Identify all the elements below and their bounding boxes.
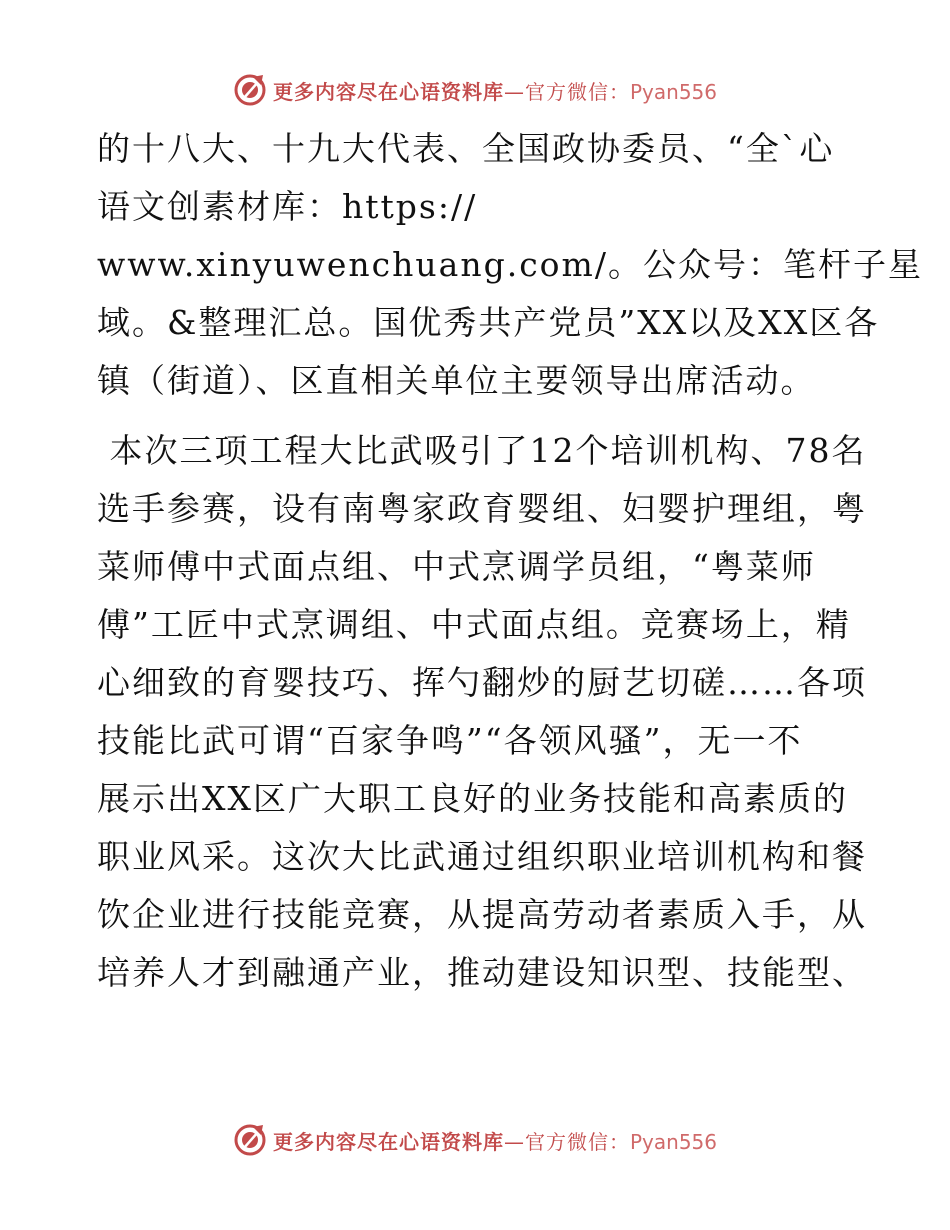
pen-seal-logo-icon	[233, 73, 267, 107]
page-body	[97, 120, 923, 1002]
footer-banner-sub: 官方微信：	[524, 1129, 630, 1154]
footer-banner-text	[273, 1126, 717, 1155]
paragraph-line: 心细致的育婴技巧、挥勺翻炒的厨艺切磋……各项	[97, 663, 867, 702]
paragraph-2	[97, 422, 867, 1002]
paragraph-1	[97, 120, 923, 410]
header-banner	[0, 70, 950, 110]
footer-banner-main: 更多内容尽在心语资料库	[272, 1129, 504, 1154]
paragraph-line: 技能比武可谓“百家争鸣”“各领风骚”，无一不	[97, 721, 803, 760]
paragraph-line: 职业风采。这次大比武通过组织职业培训机构和餐	[97, 837, 867, 876]
header-banner-wechat: Pyan556	[629, 79, 717, 104]
header-banner-main: 更多内容尽在心语资料库	[272, 79, 504, 104]
footer-banner-wechat: Pyan556	[629, 1129, 717, 1154]
header-banner-sub: 官方微信：	[524, 79, 630, 104]
pen-seal-logo-icon	[233, 1123, 267, 1157]
header-banner-dash: —	[503, 79, 525, 104]
footer-banner-dash: —	[503, 1129, 525, 1154]
paragraph-line: 饮企业进行技能竞赛，从提高劳动者素质入手，从	[97, 895, 867, 934]
paragraph-line: 域。&整理汇总。国优秀共产党员”XX以及XX区各	[97, 303, 880, 342]
paragraph-line: 的十八大、十九大代表、全国政协委员、“全`心	[97, 129, 835, 168]
paragraph-line: 展示出XX区广大职工良好的业务技能和高素质的	[97, 779, 848, 818]
paragraph-line: 傅”工匠中式烹调组、中式面点组。竞赛场上，精	[97, 605, 851, 644]
paragraph-line: www.xinyuwenchuang.com/。公众号：笔杆子星	[97, 245, 923, 284]
paragraph-line: 语文创素材库：https://	[97, 187, 478, 226]
footer-banner	[0, 1120, 950, 1160]
paragraph-line: 选手参赛，设有南粤家政育婴组、妇婴护理组，粤	[97, 489, 867, 528]
paragraph-line: 菜师傅中式面点组、中式烹调学员组，“粤菜师	[97, 547, 816, 586]
header-banner-text	[273, 76, 717, 105]
paragraph-line: 镇（街道）、区直相关单位主要领导出席活动。	[97, 361, 816, 400]
paragraph-line: 培养人才到融通产业，推动建设知识型、技能型、	[97, 953, 867, 992]
paragraph-line: 本次三项工程大比武吸引了12个培训机构、78名	[97, 431, 867, 470]
